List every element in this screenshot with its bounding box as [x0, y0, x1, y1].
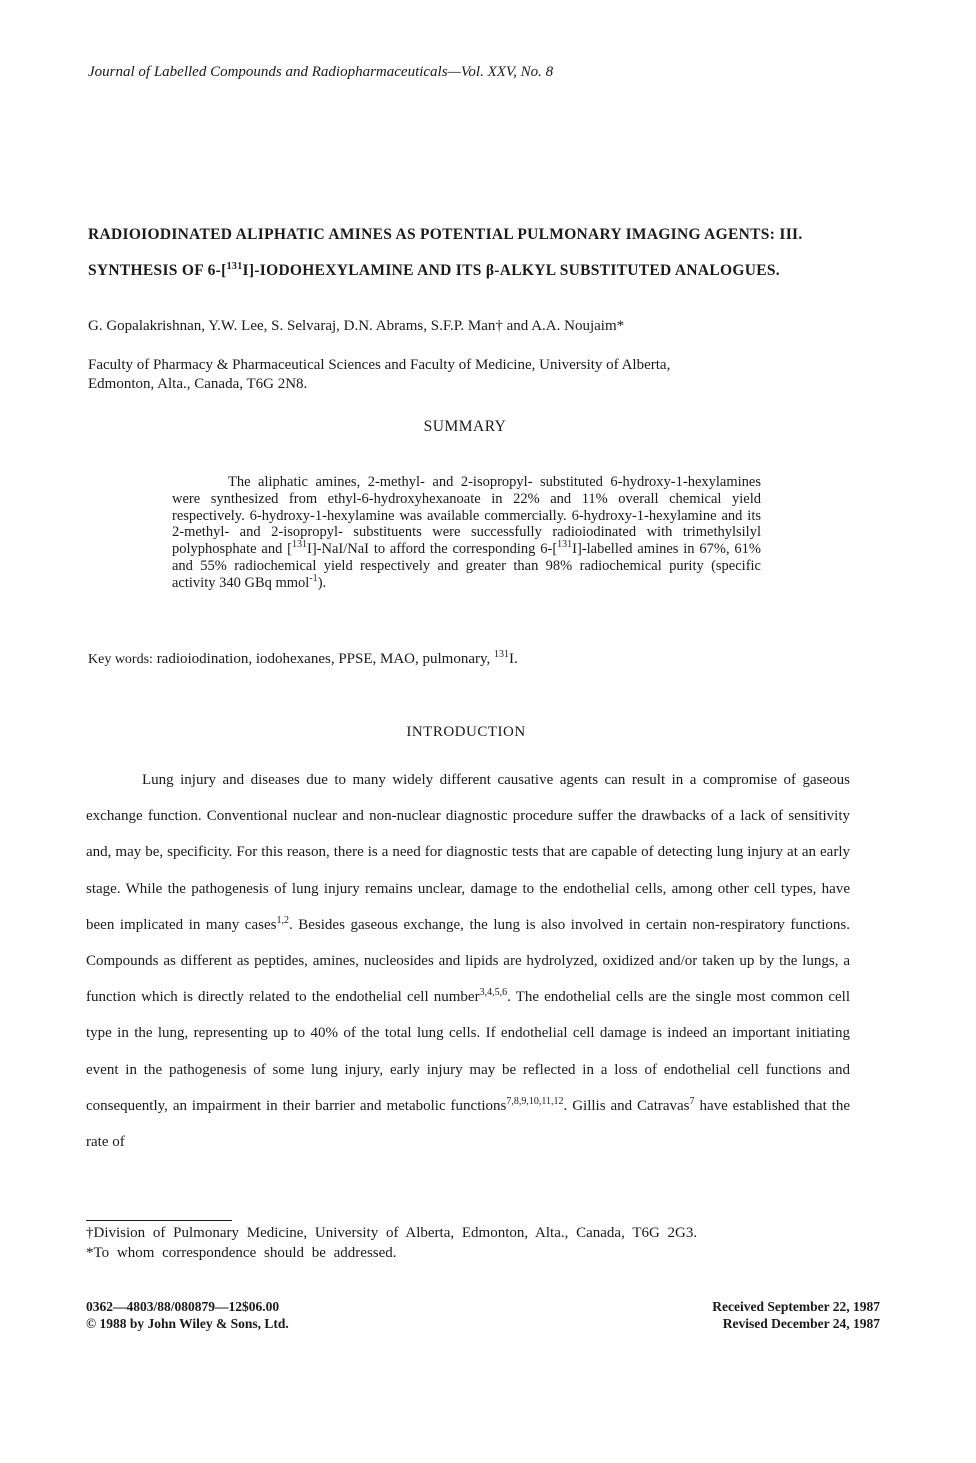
summary-sup-2: 131 [557, 539, 573, 551]
intro-text-5: have established that the rate of [86, 1097, 850, 1151]
revised-date: Revised December 24, 1987 [722, 1316, 880, 1331]
keywords [88, 651, 518, 668]
intro-text-4: . Gillis and Catravas [563, 1097, 690, 1114]
intro-ref-2: 3,4,5,6 [479, 987, 508, 999]
title-text-end: I]-IODOHEXYLAMINE AND ITS β-ALKYL SUBSTITUTED ANALOGUES. [242, 262, 780, 279]
affiliation-line-1: Faculty of Pharmacy & Pharmaceutical Sciences and Faculty of Medicine, University of Alberta, [88, 357, 671, 373]
paper-title-line-2 [88, 262, 898, 280]
keywords-sup: 131 [494, 649, 510, 660]
copyright: © 1988 by John Wiley & Sons, Ltd. [86, 1316, 289, 1331]
introduction-heading: INTRODUCTION [406, 724, 526, 740]
footnote-correspondence: *To whom correspondence should be addressed. [86, 1245, 397, 1261]
summary-text-4: ). [317, 574, 327, 591]
introduction-paragraph [86, 762, 850, 1160]
summary-text-1: The aliphatic amines, 2-methyl- and 2-isopropyl- substituted 6-hydroxy-1-hexylamines were synthesized from ethyl-6-hydroxyhexanoate in 22% and 11% overall chemical yield respectively. 6-hydroxy-1-hexylamine was available commercially. 6-hydroxy-1-hexylamine and its 2-methyl- and 2-isopropyl- substituents were successfully radioiodinated with trimethylsilyl polyphosphate and [ [172, 474, 761, 558]
intro-text-2: . Besides gaseous exchange, the lung is also involved in certain non-respiratory functions. Compounds as different as peptides, amines, nucleosides and lipids are hydrolyzed, oxidized and/or taken up by the lungs, a function which is directly related to the endothelial cell number [86, 916, 850, 1006]
paper-title-line-1: RADIOIODINATED ALIPHATIC AMINES AS POTENTIAL PULMONARY IMAGING AGENTS: III. [88, 226, 803, 243]
title-text: SYNTHESIS OF 6-[ [88, 262, 227, 279]
affiliation [88, 356, 888, 394]
summary-text-2: I]-NaI/NaI to afford the corresponding 6-[ [307, 541, 558, 558]
journal-header: Journal of Labelled Compounds and Radiopharmaceuticals—Vol. XXV, No. 8 [88, 64, 554, 80]
received-date: Received September 22, 1987 [712, 1299, 880, 1314]
keywords-text: radioiodination, iodohexanes, PPSE, MAO, pulmonary, [156, 651, 495, 667]
introduction-body [86, 762, 850, 1160]
intro-ref-4: 7 [689, 1095, 695, 1107]
manuscript-dates [660, 1298, 880, 1332]
intro-text-3: . The endothelial cells are the single most common cell type in the lung, representing up to 40% of the total lung cells. If endothelial cell damage is indeed an important initiating event in the pathogenesis of some lung injury, early injury may be reflected in a loss of endothelial cell functions and consequently, an impairment in their barrier and metabolic functions [86, 989, 850, 1114]
intro-ref-1: 1,2 [276, 914, 289, 926]
summary-sup-1: 131 [292, 539, 307, 551]
issn-code: 0362—4803/88/080879—12$06.00 [86, 1299, 280, 1314]
affiliation-line-2: Edmonton, Alta., Canada, T6G 2N8. [88, 376, 308, 392]
author-list: G. Gopalakrishnan, Y.W. Lee, S. Selvaraj, D.N. Abrams, S.F.P. Man† and A.A. Noujaim* [88, 318, 625, 334]
summary-paragraph [172, 474, 761, 592]
intro-text-1: Lung injury and diseases due to many widely different causative agents can result in a compromise of gaseous exchange function. Conventional nuclear and non-nuclear diagnostic procedure suffer the drawbacks of a lack of sensitivity and, may be, specificity. For this reason, there is a need for diagnostic tests that are capable of detecting lung injury at an early stage. While the pathogenesis of lung injury remains unclear, damage to the endothelial cells, among other cell types, have been implicated in many cases [86, 772, 850, 933]
keywords-label: Key words: [88, 652, 153, 667]
footnote-divider [86, 1220, 232, 1221]
summary-abstract [172, 474, 761, 592]
title-isotope: 131 [226, 261, 243, 272]
summary-heading: SUMMARY [423, 418, 507, 435]
footnote-division: †Division of Pulmonary Medicine, University of Alberta, Edmonton, Alta., Canada, T6G 2G3. [86, 1225, 698, 1241]
publisher-info [86, 1298, 289, 1332]
summary-text-3: I]-labelled amines in 67%, 61% and 55% radiochemical yield respectively and greater than 98% radiochemical purity (specific activity 340 GBq mmol [172, 541, 761, 591]
intro-ref-3: 7,8,9,10,11,12 [506, 1095, 564, 1107]
keywords-end: I. [509, 651, 518, 667]
summary-sup-3: -1 [309, 572, 318, 584]
